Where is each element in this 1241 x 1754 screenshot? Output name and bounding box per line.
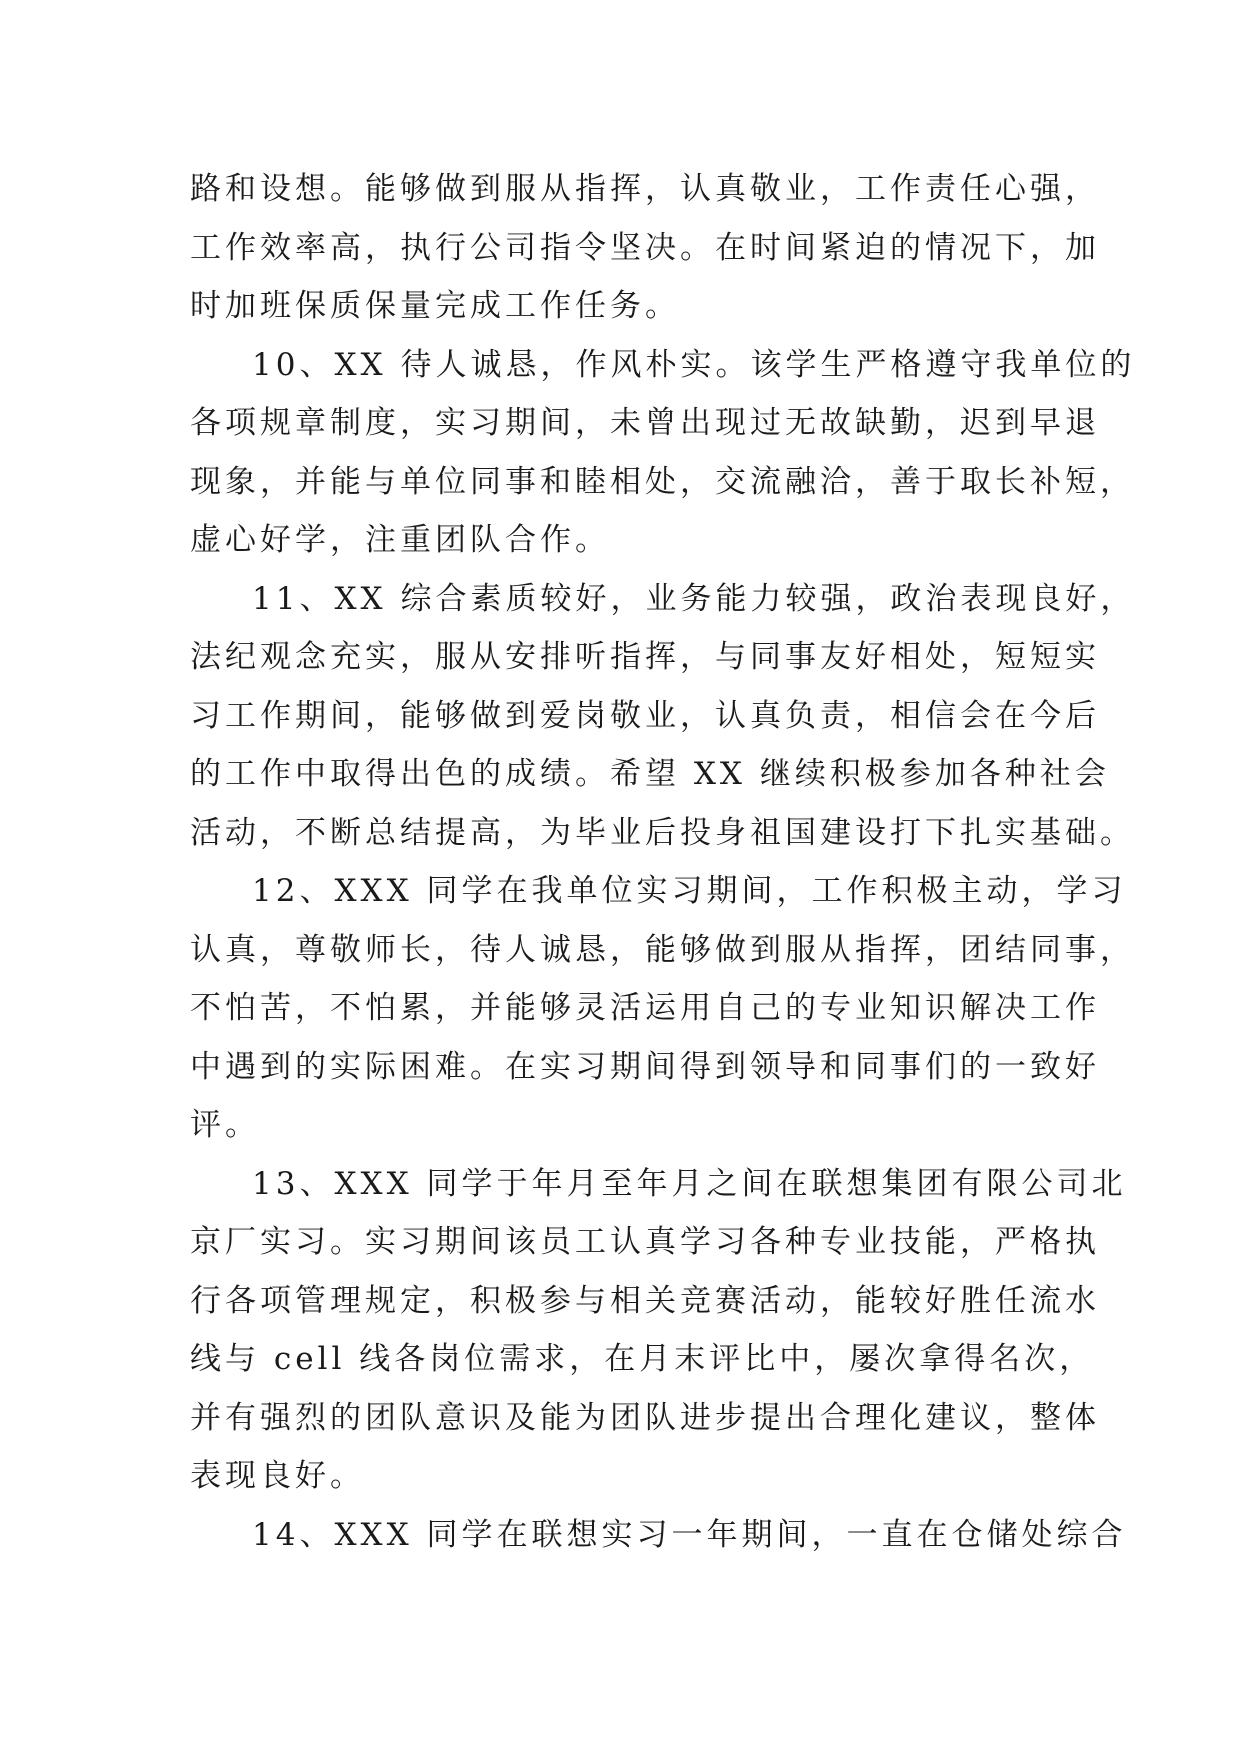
- text-line: 习工作期间，能够做到爱岗敬业，认真负责，相信会在今后: [190, 697, 1100, 734]
- text-line: 虚心好学，注重团队合作。: [190, 522, 610, 558]
- text-line: 13、XXX 同学于年月至年月之间在联想集团有限公司北: [252, 1165, 1127, 1202]
- text-line: 京厂实习。实习期间该员工认真学习各种专业技能，严格执: [190, 1224, 1100, 1260]
- text-line: 10、XX 待人诚恳，作风朴实。该学生严格遵守我单位的: [252, 346, 1136, 383]
- text-line: 12、XXX 同学在我单位实习期间，工作积极主动，学习: [252, 873, 1127, 909]
- text-line: 中遇到的实际困难。在实习期间得到领导和同事们的一致好: [190, 1048, 1100, 1085]
- document-body: [190, 160, 1136, 1564]
- text-line: 不怕苦，不怕累，并能够灵活运用自己的专业知识解决工作: [190, 990, 1100, 1026]
- paragraph-item-11: [190, 570, 1136, 863]
- text-line: 活动，不断总结提高，为毕业后投身祖国建设打下扎实基础。: [190, 814, 1135, 851]
- text-line: 现象，并能与单位同事和睦相处，交流融洽，善于取长补短，: [190, 463, 1135, 500]
- text-line: 14、XXX 同学在联想实习一年期间，一直在仓储处综合: [252, 1516, 1127, 1553]
- text-line: 的工作中取得出色的成绩。希望 XX 继续积极参加各种社会: [190, 756, 1110, 792]
- text-line: 时加班保质保量完成工作任务。: [190, 288, 680, 324]
- paragraph-item-14: [190, 1506, 1127, 1565]
- text-line: 表现良好。: [190, 1458, 365, 1494]
- paragraph-continuation: [190, 160, 1100, 336]
- text-line: 路和设想。能够做到服从指挥，认真敬业，工作责任心强，: [190, 171, 1100, 207]
- text-line: 法纪观念充实，服从安排听指挥，与同事友好相处，短短实: [190, 639, 1100, 675]
- text-line: 认真，尊敬师长，待人诚恳，能够做到服从指挥，团结同事，: [190, 931, 1135, 968]
- text-line: 工作效率高，执行公司指令坚决。在时间紧迫的情况下，加: [190, 229, 1100, 266]
- text-line: 各项规章制度，实习期间，未曾出现过无故缺勤，迟到早退: [190, 405, 1100, 441]
- paragraph-item-13: [190, 1155, 1127, 1506]
- text-line: 行各项管理规定，积极参与相关竞赛活动，能较好胜任流水: [190, 1282, 1100, 1319]
- text-line: 线与 cell 线各岗位需求，在月末评比中，屡次拿得名次，: [190, 1341, 1095, 1377]
- text-line: 11、XX 综合素质较好，业务能力较强，政治表现良好，: [252, 580, 1136, 617]
- text-line: 并有强烈的团队意识及能为团队进步提出合理化建议，整体: [190, 1399, 1100, 1436]
- paragraph-item-10: [190, 336, 1136, 570]
- text-line: 评。: [190, 1107, 260, 1143]
- paragraph-item-12: [190, 862, 1135, 1155]
